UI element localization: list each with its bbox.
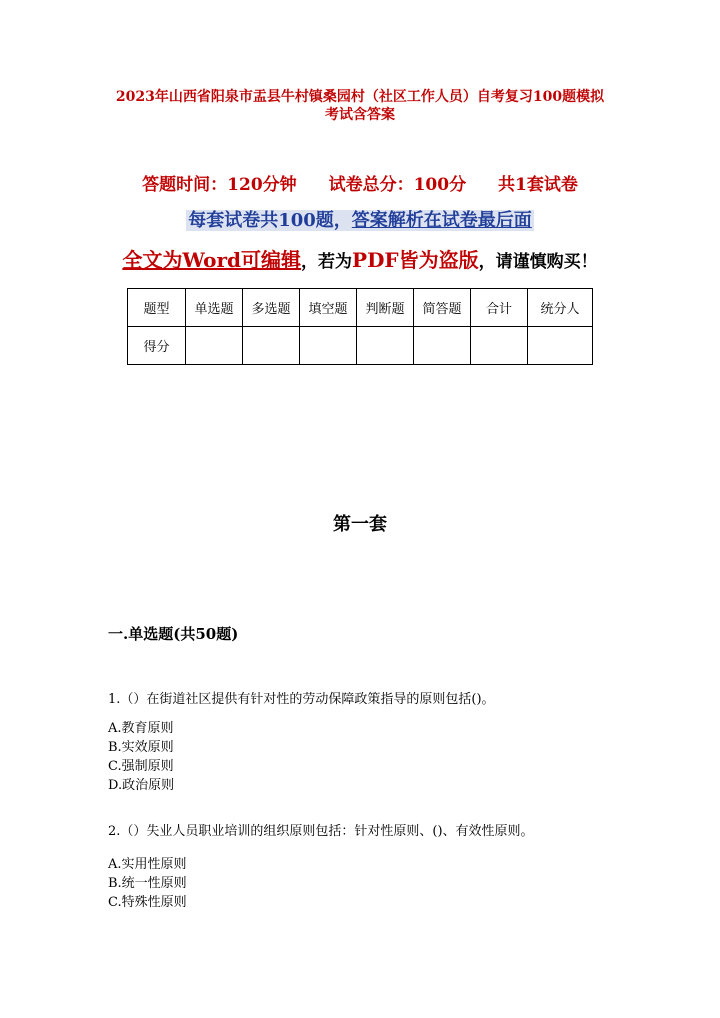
purchase-warning: ，请谨慎购买！: [478, 252, 598, 272]
piracy-notice: PDF皆为盗版: [352, 248, 479, 272]
option: B.统一性原则: [108, 876, 187, 891]
copyright-notice: [0, 244, 720, 273]
document-title: [90, 88, 630, 124]
score-header-cell: 多选题: [243, 289, 300, 327]
score-cell: [528, 327, 593, 365]
score-table: [127, 288, 593, 365]
exam-set-count: 共1套试卷: [498, 175, 578, 195]
section-title: 第一套: [333, 514, 387, 535]
score-cell: [186, 327, 243, 365]
question-2-options: [108, 855, 187, 912]
editable-notice: 全文为Word可编辑: [122, 248, 302, 272]
score-header-cell: 统分人: [528, 289, 593, 327]
score-cell: [357, 327, 414, 365]
title-line-2: 考试含答案: [325, 107, 395, 123]
score-cell: [414, 327, 471, 365]
option: A.教育原则: [108, 721, 174, 736]
score-header-cell: 合计: [471, 289, 528, 327]
notice-connector: ，若为: [301, 252, 353, 272]
score-cell: [243, 327, 300, 365]
score-table-score-row: [128, 327, 593, 365]
score-header-cell: 判断题: [357, 289, 414, 327]
exam-total-score: 试卷总分：100分: [328, 175, 467, 195]
score-header-cell: 填空题: [300, 289, 357, 327]
question-1-options: [108, 719, 174, 795]
question-2: 2.（）失业人员职业培训的组织原则包括：针对性原则、()、有效性原则。: [108, 824, 534, 839]
score-table-header-row: [128, 289, 593, 327]
option: C.强制原则: [108, 759, 174, 774]
answer-notice: [0, 206, 720, 232]
exam-info: [0, 170, 720, 195]
score-cell: [471, 327, 528, 365]
score-row-label: 得分: [128, 327, 186, 365]
question-1: 1.（）在街道社区提供有针对性的劳动保障政策指导的原则包括()。: [108, 692, 495, 707]
score-cell: [300, 327, 357, 365]
title-line-1: 2023年山西省阳泉市盂县牛村镇桑园村（社区工作人员）自考复习100题模拟: [115, 89, 605, 105]
option: B.实效原则: [108, 740, 174, 755]
option: D.政治原则: [108, 778, 175, 793]
exam-time: 答题时间：120分钟: [142, 175, 297, 195]
option: C.特殊性原则: [108, 895, 187, 910]
score-header-cell: 简答题: [414, 289, 471, 327]
answer-notice-part2: 答案解析在试卷最后面: [351, 210, 532, 231]
answer-notice-highlight: [186, 210, 534, 231]
option: A.实用性原则: [108, 857, 187, 872]
score-header-cell: 题型: [128, 289, 186, 327]
answer-notice-part1: 每套试卷共100题，: [188, 210, 352, 231]
score-header-cell: 单选题: [186, 289, 243, 327]
part-title: 一.单选题(共50题): [108, 625, 239, 643]
